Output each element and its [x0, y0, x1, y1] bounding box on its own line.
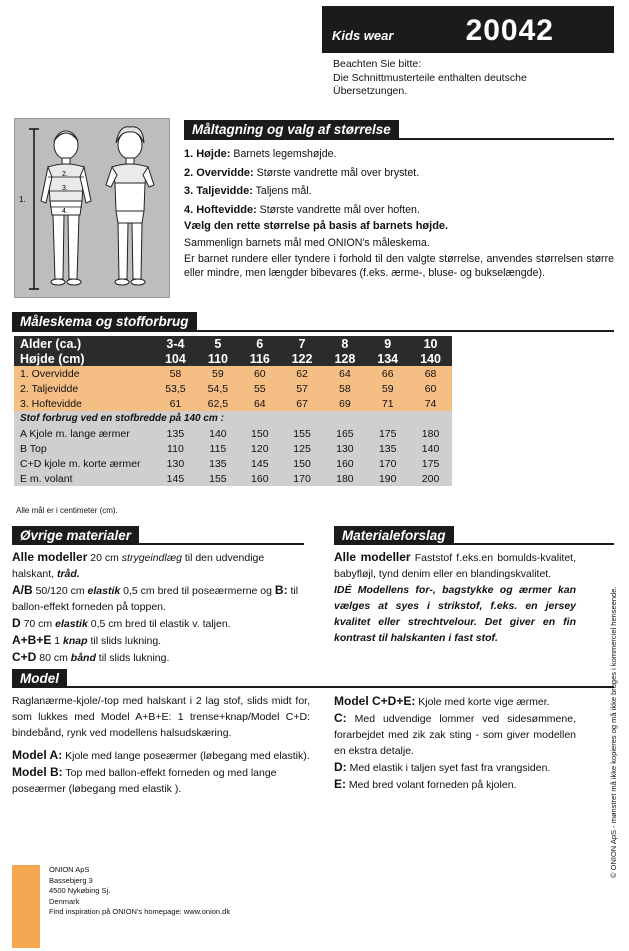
advice-note: Er barnet rundere eller tyndere i forhold til den valgte størrelse, anvendes størrelsen større eller mindre, men længder bibevares (f.eks. ærme-, bluse- og bukselængde). — [184, 253, 614, 280]
model-description-right — [334, 693, 576, 793]
children-figures-icon — [15, 119, 171, 299]
measure-instructions — [184, 145, 614, 280]
section-rule — [334, 543, 614, 545]
measure-item: 2. Overvidde: Største vandrette mål over brystet. — [184, 166, 420, 179]
table-row: B Top 110 115 120 125 130 135 140 — [14, 441, 452, 456]
table-unit-note: Alle mål er i centimeter (cm). — [16, 506, 118, 515]
figure-label: 2. — [62, 171, 68, 178]
header-box — [322, 6, 614, 50]
material-suggestions-text — [334, 549, 576, 646]
compare-note: Sammenlign barnets mål med ONION's måleskema. — [184, 237, 430, 250]
table-row: A Kjole m. lange ærmer 135 140 150 155 165 175 180 — [14, 426, 452, 441]
copyright-vertical: © ONION ApS - mønstret må ikke kopieres og må ikke bruges i kommerciel henseende. — [609, 586, 618, 878]
section-rule — [12, 330, 614, 332]
table-row: 3. Hoftevidde 61 62,5 64 67 69 71 74 — [14, 396, 452, 411]
other-materials-text — [12, 549, 308, 666]
material-entry: D 70 cm elastik 0,5 cm bred til elastik v. taljen. — [12, 616, 231, 630]
model-d: D: Med elastik i taljen syet fast fra vrangsiden. — [334, 760, 551, 774]
table-row: Stof forbrug ved en stofbredde på 140 cm : — [14, 411, 452, 426]
section-rule — [12, 543, 304, 545]
model-description-left — [12, 693, 310, 797]
figure-label: 1. — [19, 195, 26, 204]
figure-label: 3. — [62, 185, 68, 192]
model-e: E: Med bred volant forneden på kjolen. — [334, 777, 517, 791]
suggestion-text: Alle modeller Faststof f.eks.en bomulds-kvalitet, babyfløjl, tynd denim eller en blandingskvalitet. — [334, 550, 576, 580]
material-suggestions-title: Materialeforslag — [334, 526, 454, 545]
header-underline — [322, 50, 614, 53]
table-row: Højde (cm) 104 110 116 122 128 134 140 — [14, 351, 452, 366]
model-a: Model A: Kjole med lange poseærmer (løbegang med elastik). — [12, 748, 310, 762]
category-label: Kids wear — [332, 28, 394, 43]
german-note — [333, 58, 593, 99]
model-section-title: Model — [12, 669, 67, 688]
material-entry: A+B+E 1 knap til slids lukning. — [12, 633, 162, 647]
idea-text: IDÉ Modellens for-, bagstykke og ærmer kan vælges at syes i strikstof, f.eks. en jersey kvalitet eller strechtvelour. Det giver en fin kontrast til halskanten i fast stof. — [334, 584, 576, 644]
footer-line: Denmark — [49, 896, 80, 906]
table-section-title: Måleskema og stofforbrug — [12, 312, 197, 331]
measure-item: 4. Hoftevidde: Største vandrette mål over hoften. — [184, 203, 420, 216]
table-row: C+D kjole m. korte ærmer 130 135 145 150 160 170 175 — [14, 456, 452, 471]
material-entry: C+D 80 cm bånd til slids lukning. — [12, 650, 170, 664]
footer-line: 4500 Nykøbing Sj. — [49, 886, 111, 895]
model-cde: Model C+D+E: Kjole med korte vige ærmer. — [334, 694, 550, 708]
choose-size-note: Vælg den rette størrelse på basis af barnets højde. — [184, 220, 449, 233]
table-row: Alder (ca.) 3-4 5 6 7 8 9 10 — [14, 336, 452, 351]
table-row: 1. Overvidde 58 59 60 62 64 66 68 — [14, 366, 452, 381]
section-rule — [184, 138, 614, 140]
footer-color-bar — [12, 865, 40, 948]
figure-label: 4. — [62, 208, 68, 215]
size-table — [14, 336, 452, 486]
footer-address — [49, 865, 230, 918]
german-note-line: Beachten Sie bitte: — [333, 58, 422, 70]
model-intro: Raglanærme-kjole/-top med halskant i 2 lag stof, slids midt for, som lukkes med Model A+B+E: 1 trense+knap/Model C+D: bindebånd, rynk ved modellens halsudskæring. — [12, 695, 310, 739]
material-entry: Alle modeller 20 cm strygeindlæg til den udvendige halskant, tråd. — [12, 550, 265, 580]
model-c: C: Med udvendige lommer ved sidesømmene, forarbejdet med zik zak sting - som giver modellen en ekstra detalje. — [334, 711, 576, 757]
footer-line: Bassebjerg 3 — [49, 875, 93, 885]
measure-item: 1. Højde: Barnets legemshøjde. — [184, 148, 337, 160]
footer-link[interactable]: Find inspiration på ONION's homepage: www.onion.dk — [49, 907, 231, 916]
other-materials-title: Øvrige materialer — [12, 526, 139, 545]
measure-item: 3. Taljevidde: Taljens mål. — [184, 185, 312, 198]
footer-line: ONION ApS — [49, 865, 90, 874]
material-entry: A/B 50/120 cm elastik 0,5 cm bred til poseærmerne og B: til ballon-effekt forneden på toppen. — [12, 583, 299, 613]
measurement-illustration — [14, 118, 170, 298]
table-row: 2. Taljevidde 53,5 54,5 55 57 58 59 60 — [14, 381, 452, 396]
german-note-line: Übersetzungen. — [333, 85, 408, 97]
table-row: E m. volant 145 155 160 170 180 190 200 — [14, 471, 452, 486]
pattern-number: 20042 — [465, 14, 554, 47]
model-b: Model B: Top med ballon-effekt forneden og med lange poseærmer (løbegang med elastik ). — [12, 765, 277, 795]
german-note-line: Die Schnittmusterteile enthalten deutsche — [333, 71, 527, 84]
section-rule — [12, 686, 614, 688]
measure-section-title: Måltagning og valg af størrelse — [184, 120, 399, 139]
